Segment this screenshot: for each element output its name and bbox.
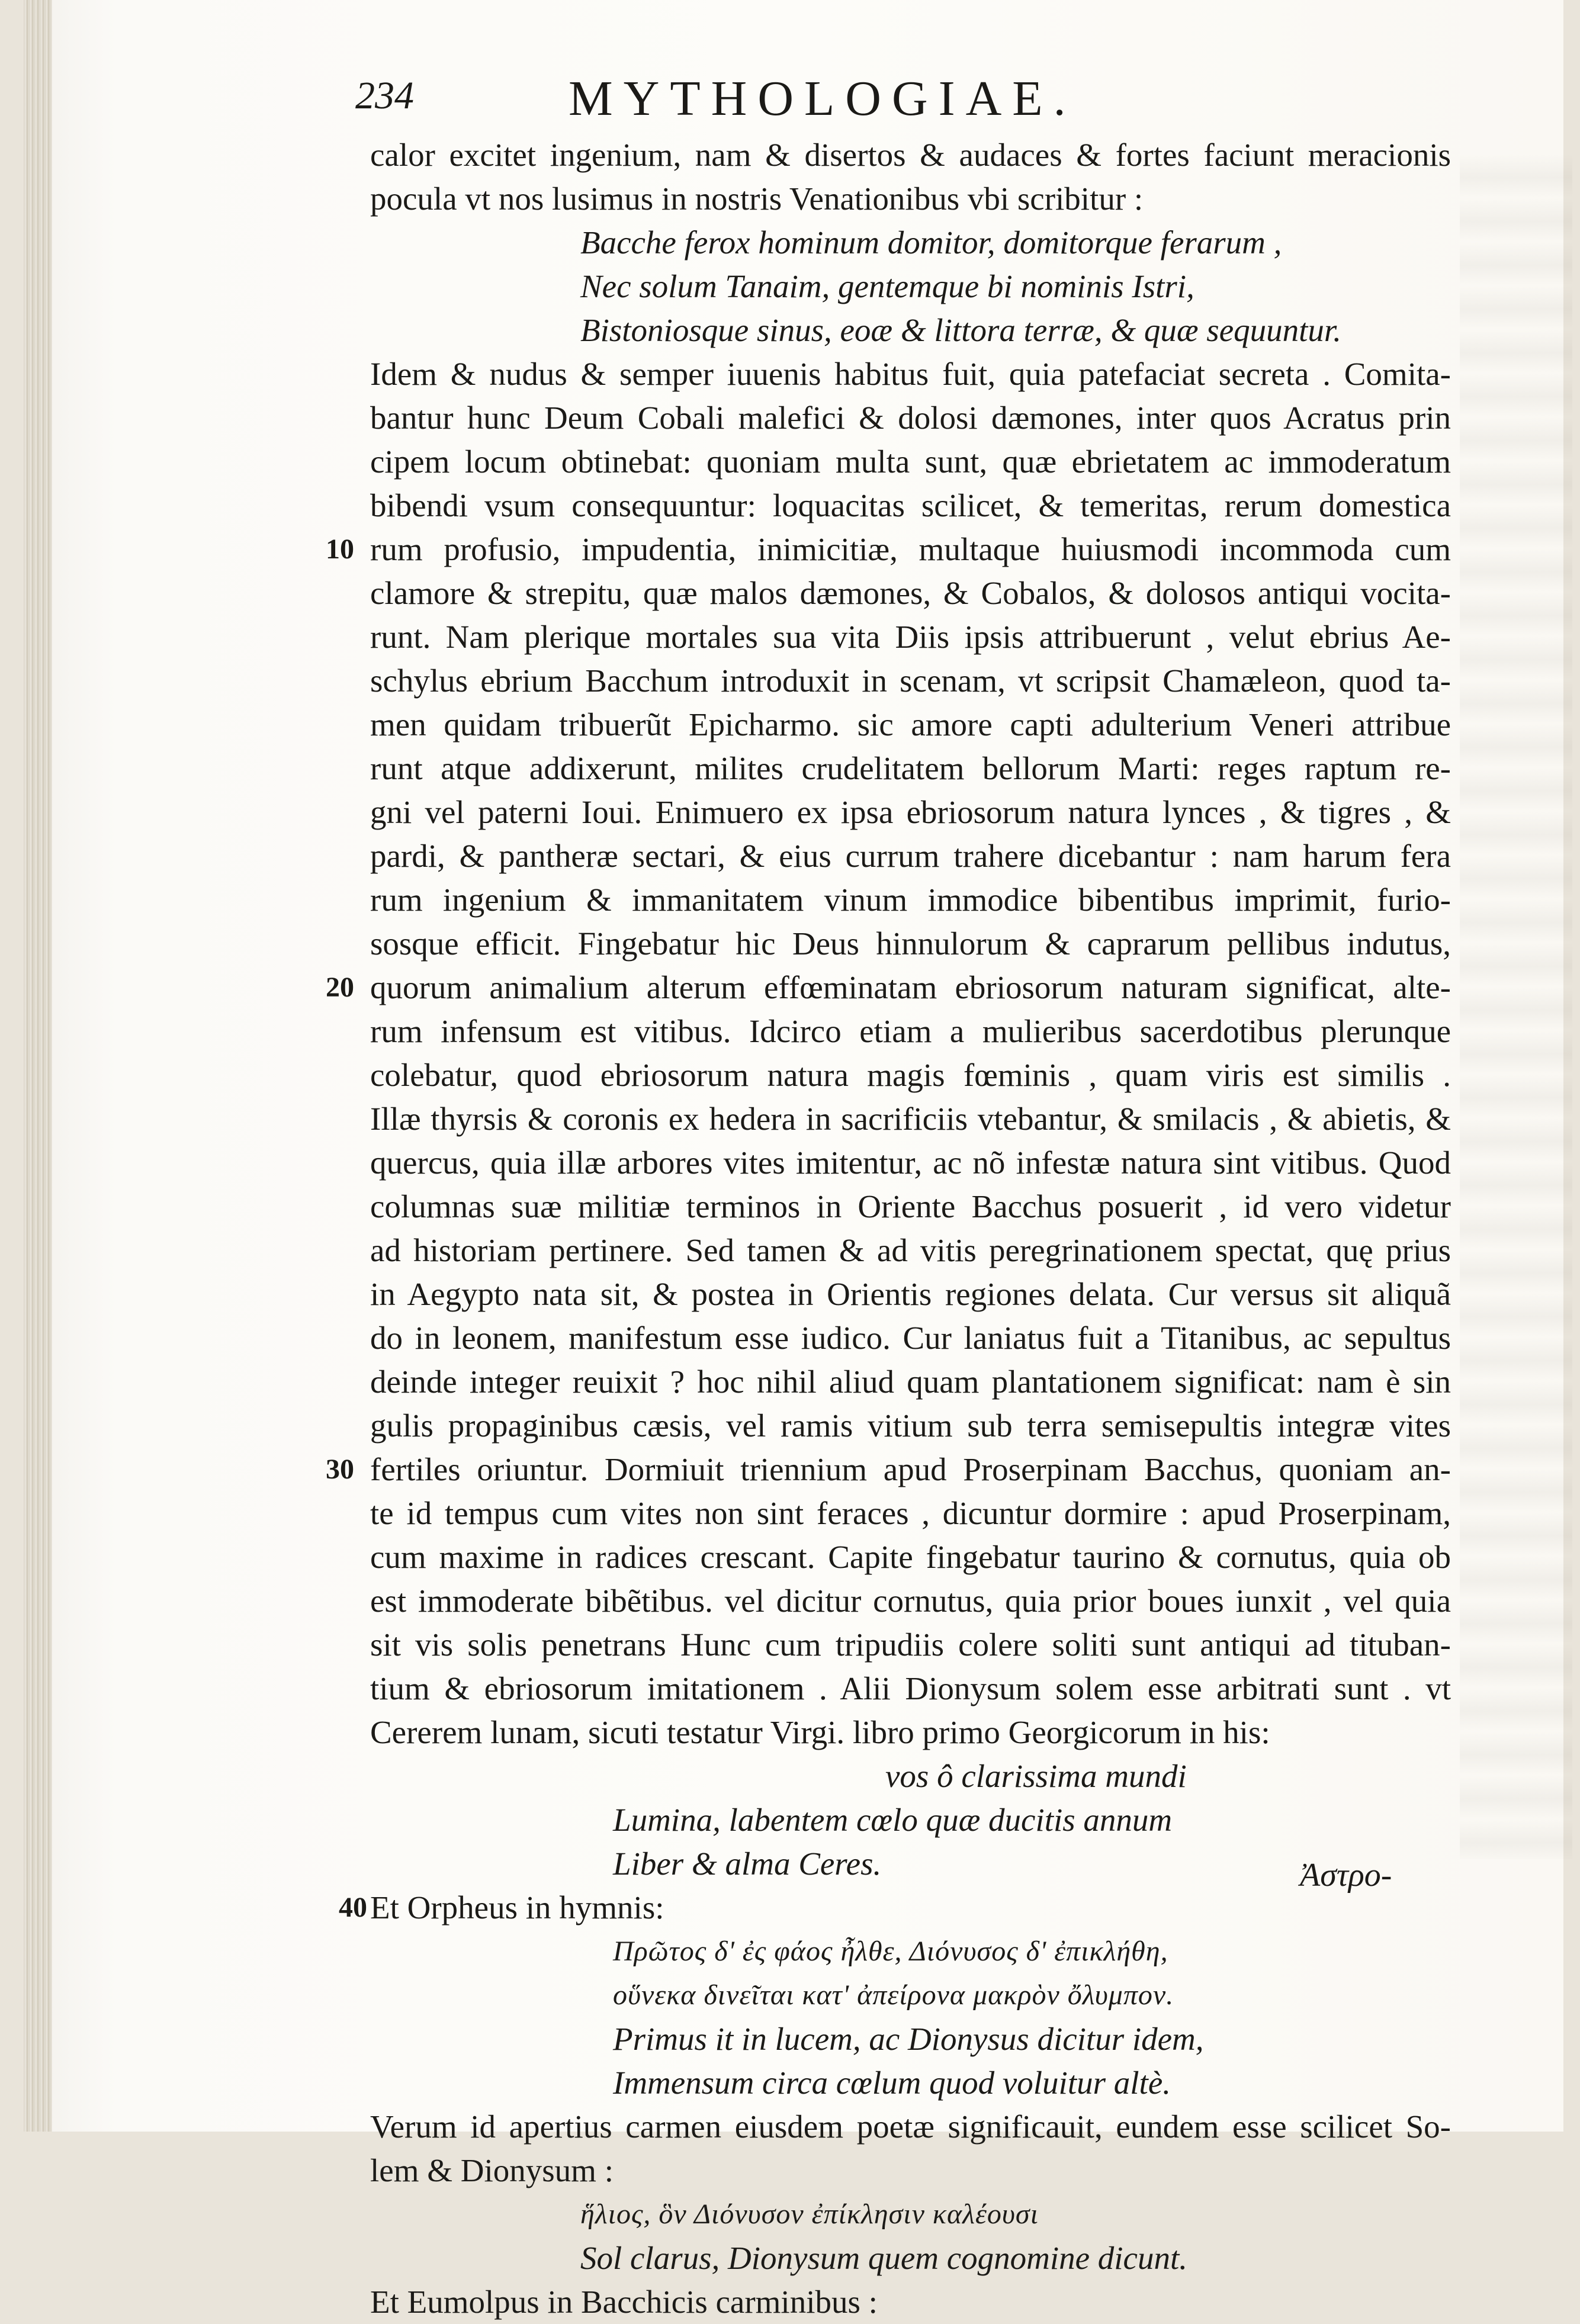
- text-line: calor excitet ingenium, nam & disertos & audaces & fortes faciunt meracionis: [370, 137, 1451, 173]
- page-number: 234: [355, 74, 414, 117]
- text-line: Et Eumolpus in Bacchicis carminibus :: [370, 2284, 878, 2320]
- text-block: [326, 133, 1451, 2324]
- catchword: Ἀστρο-: [1300, 1857, 1392, 1894]
- text-line: pocula vt nos lusimus in nostris Venationibus vbi scribitur :: [370, 181, 1144, 217]
- text-line: [339, 1886, 1451, 1930]
- text-line: runt atque addixerunt, milites crudelitatem bellorum Marti: reges raptum re-: [370, 750, 1451, 786]
- text-line: do in leonem, manifestum esse iudico. Cur laniatus fuit a Titanibus, ac sepultus: [370, 1320, 1451, 1356]
- text-line: gni vel paterni Ioui. Enimuero ex ipsa ebriosorum natura lynces , & tigres , &: [370, 794, 1451, 830]
- text-line: te id tempus cum vites non sint feraces , dicuntur dormire : apud Proserpinam,: [370, 1495, 1451, 1531]
- text-line: runt. Nam plerique mortales sua vita Diis ipsis attribuerunt , velut ebrius Ae-: [370, 619, 1451, 655]
- text-line: gulis propaginibus cæsis, vel ramis vitium sub terra semisepultis integræ vites: [370, 1407, 1451, 1444]
- verse-line: Bistoniosque sinus, eoæ & littora terræ, & quæ sequuntur.: [580, 312, 1341, 348]
- page-header: [355, 70, 1481, 126]
- verse-line: Primus it in lucem, ac Dionysus dicitur idem,: [613, 2021, 1204, 2057]
- line-number: 10: [326, 533, 354, 565]
- text-line: est immoderate bibẽtibus. vel dicitur cornutus, quia prior boues iunxit , vel quia: [370, 1583, 1451, 1619]
- text-line: cum maxime in radices crescant. Capite fingebatur taurino & cornutus, quia ob: [370, 1539, 1451, 1575]
- text-line: clamore & strepitu, quæ malos dæmones, & Cobalos, & dolosos antiqui vocita-: [370, 575, 1451, 611]
- text-line: quercus, quia illæ arbores vites imitentur, ac nõ infestæ natura sint vitibus. Quod: [370, 1145, 1451, 1181]
- text-line: bibendi vsum consequuntur: loquacitas scilicet, & temeritas, rerum domestica: [370, 487, 1451, 523]
- show-through-area: [1460, 154, 1572, 1859]
- running-head: MYTHOLOGIAE.: [569, 71, 1077, 126]
- line-number: 30: [326, 1454, 354, 1485]
- text-line: rum ingenium & immanitatem vinum immodice bibentibus imprimit, furio-: [370, 882, 1451, 918]
- text-line: schylus ebrium Bacchum introduxit in scenam, vt scripsit Chamæleon, quod ta-: [370, 663, 1451, 699]
- text-line: rum infensum est vitibus. Idcirco etiam a mulieribus sacerdotibus plerunque: [370, 1013, 1451, 1049]
- greek-verse-line: ἥλιος, ὃν Διόνυσον ἐπίκλησιν καλέουσι: [580, 2198, 1039, 2230]
- text-line: Illæ thyrsis & coronis ex hedera in sacrificiis vtebantur, & smilacis , & abietis, &: [370, 1101, 1451, 1137]
- text-line: cipem locum obtinebat: quoniam multa sunt, quæ ebrietatem ac immoderatum: [370, 443, 1451, 480]
- verse-line: Nec solum Tanaim, gentemque bi nominis Istri,: [580, 268, 1194, 304]
- text-line: [326, 966, 1451, 1010]
- text-line: deinde integer reuixit ? hoc nihil aliud quam plantationem significat: nam è sin: [370, 1364, 1451, 1400]
- text-line: columnas suæ militiæ terminos in Oriente Bacchus posuerit , id vero videtur: [370, 1188, 1451, 1224]
- text-line: [326, 1448, 1451, 1492]
- text-line-content: rum profusio, impudentia, inimicitiæ, multaque huiusmodi incommoda cum: [370, 531, 1451, 567]
- page-edge: [24, 0, 52, 2132]
- text-line: sit vis solis penetrans Hunc cum tripudiis colere soliti sunt antiqui ad tituban-: [370, 1627, 1451, 1663]
- text-line: in Aegypto nata sit, & postea in Orientis regiones delata. Cur versus sit aliquã: [370, 1276, 1451, 1312]
- text-line: pardi, & pantheræ sectari, & eius currum trahere dicebantur : nam harum fera: [370, 838, 1451, 874]
- text-line: Cererem lunam, sicuti testatur Virgi. libro primo Georgicorum in his:: [370, 1714, 1270, 1750]
- verse-line: Immensum circa cœlum quod voluitur altè.: [613, 2065, 1171, 2101]
- text-line: sosque efficit. Fingebatur hic Deus hinnulorum & caprarum pellibus indutus,: [370, 925, 1451, 962]
- verse-line: Bacche ferox hominum domitor, domitorque ferarum ,: [580, 224, 1282, 261]
- text-line: lem & Dionysum :: [370, 2152, 614, 2188]
- text-line-content: quorum animalium alterum effœminatam ebriosorum naturam significat, alte-: [370, 969, 1451, 1005]
- verse-line: Lumina, labentem cœlo quæ ducitis annum: [613, 1802, 1173, 1838]
- text-line: tium & ebriosorum imitationem . Alii Dionysum solem esse arbitrati sunt . vt: [370, 1670, 1451, 1706]
- text-line-content: Et Orpheus in hymnis:: [370, 1889, 664, 1926]
- greek-verse-line: οὕνεκα δινεῖται κατ' ἀπείρονα μακρὸν ὄλυμπον.: [613, 1979, 1174, 2011]
- text-line: ad historiam pertinere. Sed tamen & ad vitis peregrinationem spectat, quę prius: [370, 1232, 1451, 1268]
- greek-verse-line: Πρῶτος δ' ἐς φάος ἦλθε, Διόνυσος δ' ἐπικλήθη,: [613, 1936, 1168, 1967]
- line-number: 20: [326, 972, 354, 1003]
- book-page: [24, 0, 1563, 2320]
- text-line: Idem & nudus & semper iuuenis habitus fuit, quia patefaciat secreta . Comita-: [370, 356, 1451, 392]
- text-line-content: fertiles oriuntur. Dormiuit triennium apud Proserpinam Bacchus, quoniam an-: [370, 1451, 1451, 1487]
- text-line: men quidam tribuerũt Epicharmo. sic amore capti adulterium Veneri attribue: [370, 706, 1451, 742]
- text-line: Verum id apertius carmen eiusdem poetæ significauit, eundem esse scilicet So-: [370, 2108, 1451, 2145]
- verse-line: Sol clarus, Dionysum quem cognomine dicunt.: [580, 2240, 1187, 2276]
- text-line: colebatur, quod ebriosorum natura magis fœminis , quam viris est similis .: [370, 1057, 1451, 1093]
- text-line: bantur hunc Deum Cobali malefici & dolosi dæmones, inter quos Acratus prin: [370, 400, 1451, 436]
- verse-line: Liber & alma Ceres.: [613, 1846, 882, 1882]
- verse-line: vos ô clarissima mundi: [885, 1758, 1187, 1794]
- line-number: 40: [339, 1892, 367, 1923]
- text-line: [326, 528, 1451, 571]
